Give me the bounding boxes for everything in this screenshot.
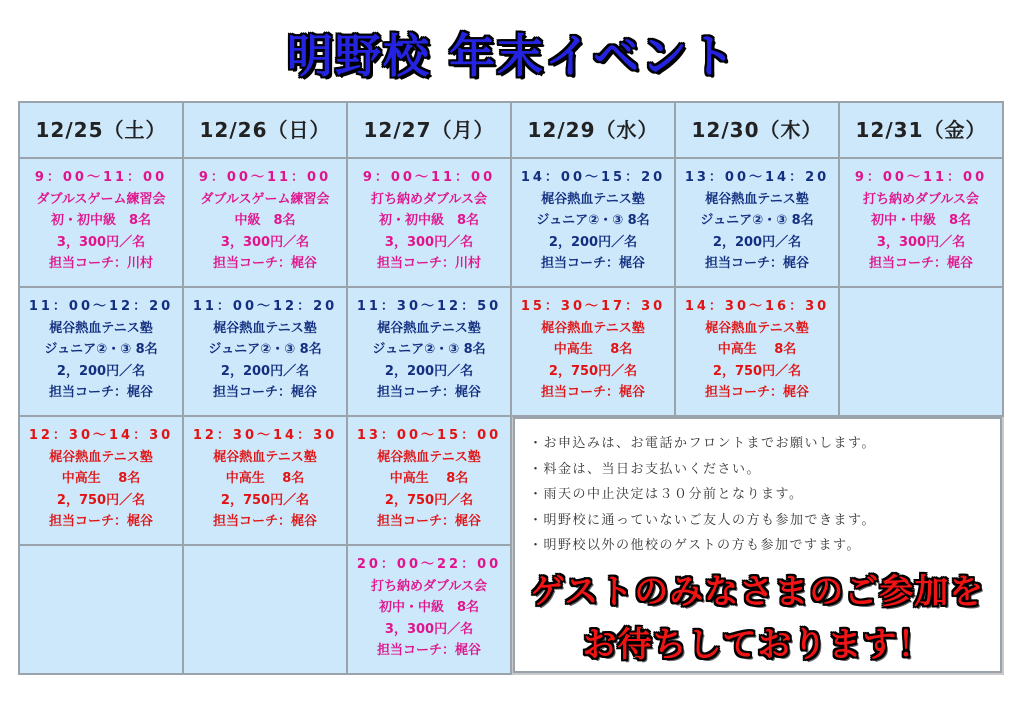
event-level: 中高生 8名 [717, 342, 797, 357]
event-coach: 担当コーチ：梶谷 [376, 385, 481, 400]
event-time: 9：00～11：00 [362, 170, 496, 185]
event-name: 打ち納めダブルス会 [862, 191, 980, 207]
event-cell [346, 544, 512, 675]
event-name: 梶谷熱血テニス塾 [49, 320, 153, 336]
event-price: 3，300円／名 [220, 234, 310, 250]
guest-message-line-1: ゲストのみなさまのご参加を [530, 572, 985, 612]
event-cell [674, 286, 840, 417]
event-coach: 担当コーチ：梶谷 [48, 385, 153, 400]
event-time: 12：30～14：30 [28, 428, 174, 443]
day-header-1227: 12/27（月） [346, 101, 512, 159]
event-level: 中高生 8名 [225, 471, 305, 486]
event-time: 9：00～11：00 [854, 170, 988, 185]
note-item: ・お申込みは、お電話かフロントまでお願いします。 [529, 436, 876, 451]
note-item: ・雨天の中止決定は３０分前となります。 [529, 487, 804, 502]
event-time: 9：00～11：00 [198, 170, 332, 185]
note-item: ・明野校以外の他校のゲストの方も参加ですます。 [529, 538, 861, 553]
event-time: 9：00～11：00 [34, 170, 168, 185]
event-name: 梶谷熱血テニス塾 [377, 449, 481, 465]
event-name: 梶谷熱血テニス塾 [377, 320, 481, 336]
event-cell [510, 157, 676, 288]
event-name: 梶谷熱血テニス塾 [213, 320, 317, 336]
event-coach: 担当コーチ：梶谷 [376, 514, 481, 529]
event-price: 3，300円／名 [384, 621, 474, 637]
guest-message-line-2: お待ちしております！ [582, 625, 933, 665]
event-time: 15：30～17：30 [520, 299, 666, 314]
event-cell [838, 157, 1004, 288]
event-price: 2，750円／名 [384, 492, 474, 508]
event-cell [346, 286, 512, 417]
event-cell [346, 157, 512, 288]
event-level: 中高生 8名 [61, 471, 141, 486]
event-level: 中高生 8名 [389, 471, 469, 486]
event-level: ジュニア②・③ 8名 [700, 213, 814, 228]
event-level: ジュニア②・③ 8名 [208, 342, 322, 357]
event-coach: 担当コーチ：梶谷 [212, 514, 317, 529]
empty-cell [18, 544, 184, 675]
event-coach: 担当コーチ：川村 [48, 256, 153, 271]
event-name: 梶谷熱血テニス塾 [705, 191, 809, 207]
event-name: 梶谷熱血テニス塾 [49, 449, 153, 465]
day-header-1231: 12/31（金） [838, 101, 1004, 159]
notes-list [515, 419, 1000, 559]
page-title: 明野校 年末イベント [286, 29, 737, 83]
event-price: 3，300円／名 [876, 234, 966, 250]
event-name: 打ち納めダブルス会 [370, 191, 488, 207]
event-price: 3，300円／名 [384, 234, 474, 250]
event-level: 初中・中級 8名 [378, 600, 480, 615]
event-level: ジュニア②・③ 8名 [536, 213, 650, 228]
event-price: 2，750円／名 [712, 363, 802, 379]
event-name: ダブルスゲーム練習会 [36, 191, 166, 207]
event-level: 中級 8名 [234, 213, 296, 228]
event-price: 2，200円／名 [56, 363, 146, 379]
event-cell [510, 286, 676, 417]
day-header-1225: 12/25（土） [18, 101, 184, 159]
event-coach: 担当コーチ：梶谷 [868, 256, 973, 271]
event-name: 打ち納めダブルス会 [370, 578, 488, 594]
event-price: 2，750円／名 [220, 492, 310, 508]
event-coach: 担当コーチ：梶谷 [212, 256, 317, 271]
notes-panel [513, 417, 1002, 673]
event-cell [182, 286, 348, 417]
event-name: ダブルスゲーム練習会 [200, 191, 330, 207]
event-time: 14：30～16：30 [684, 299, 830, 314]
event-level: 中高生 8名 [553, 342, 633, 357]
event-cell [346, 415, 512, 546]
event-level: ジュニア②・③ 8名 [372, 342, 486, 357]
event-cell [18, 286, 184, 417]
event-coach: 担当コーチ：梶谷 [540, 385, 645, 400]
empty-cell [838, 286, 1004, 417]
event-cell [674, 157, 840, 288]
event-name: 梶谷熱血テニス塾 [541, 191, 645, 207]
day-header-1226: 12/26（日） [182, 101, 348, 159]
day-header-1230: 12/30（木） [674, 101, 840, 159]
event-cell [182, 415, 348, 546]
event-coach: 担当コーチ：川村 [376, 256, 481, 271]
day-header-1229: 12/29（水） [510, 101, 676, 159]
event-coach: 担当コーチ：梶谷 [212, 385, 317, 400]
empty-cell [182, 544, 348, 675]
event-coach: 担当コーチ：梶谷 [48, 514, 153, 529]
event-level: 初中・中級 8名 [870, 213, 972, 228]
event-price: 2，750円／名 [56, 492, 146, 508]
event-cell [182, 157, 348, 288]
event-time: 13：00～15：00 [356, 428, 502, 443]
event-time: 20：00～22：00 [356, 557, 502, 572]
event-name: 梶谷熱血テニス塾 [541, 320, 645, 336]
event-cell [18, 415, 184, 546]
event-coach: 担当コーチ：梶谷 [540, 256, 645, 271]
event-price: 2，200円／名 [220, 363, 310, 379]
note-item: ・料金は、当日お支払いください。 [529, 461, 762, 477]
event-price: 2，750円／名 [548, 363, 638, 379]
event-price: 2，200円／名 [712, 234, 802, 250]
event-price: 2，200円／名 [548, 234, 638, 250]
event-level: 初・初中級 8名 [378, 213, 480, 228]
event-level: ジュニア②・③ 8名 [44, 342, 158, 357]
event-time: 11：00～12：20 [28, 299, 174, 314]
event-coach: 担当コーチ：梶谷 [704, 385, 809, 400]
event-level: 初・初中級 8名 [50, 213, 152, 228]
event-cell [18, 157, 184, 288]
event-time: 13：00～14：20 [684, 170, 830, 185]
event-name: 梶谷熱血テニス塾 [705, 320, 809, 336]
event-price: 3，300円／名 [56, 234, 146, 250]
event-time: 11：00～12：20 [192, 299, 338, 314]
event-coach: 担当コーチ：梶谷 [376, 643, 481, 658]
event-time: 12：30～14：30 [192, 428, 338, 443]
note-item: ・明野校に通っていないご友人の方も参加できます。 [529, 512, 876, 528]
event-time: 14：00～15：20 [520, 170, 666, 185]
event-time: 11：30～12：50 [356, 299, 502, 314]
event-name: 梶谷熱血テニス塾 [213, 449, 317, 465]
event-coach: 担当コーチ：梶谷 [704, 256, 809, 271]
event-price: 2，200円／名 [384, 363, 474, 379]
